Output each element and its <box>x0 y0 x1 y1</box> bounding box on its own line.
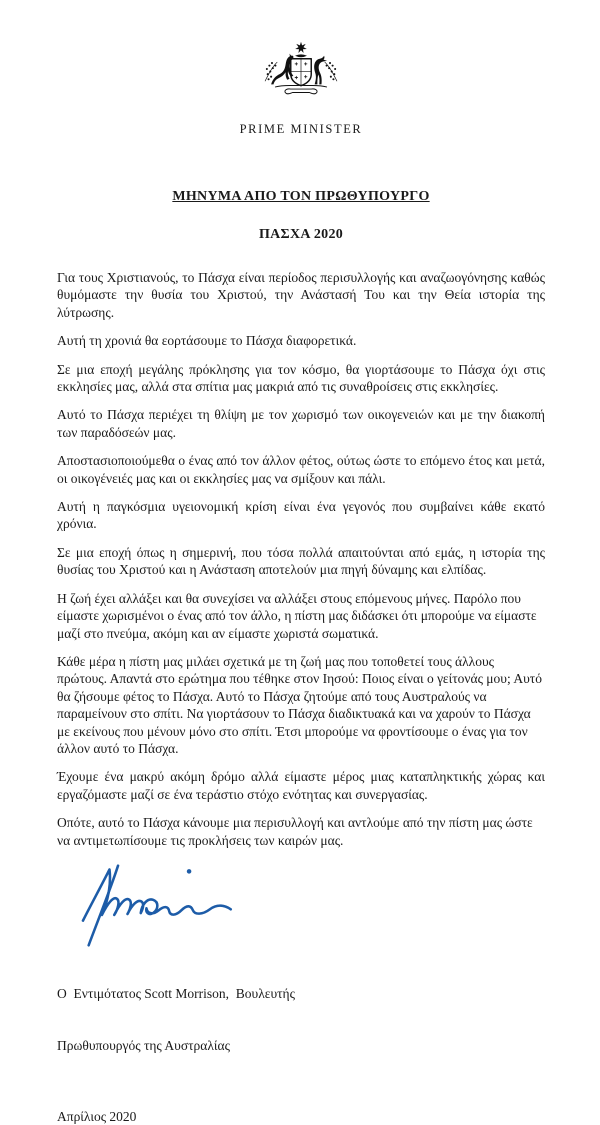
australian-coat-of-arms-icon <box>257 40 345 110</box>
letter-paragraph: Για τους Χριστιανούς, το Πάσχα είναι περίοδος περισυλλογής και αναζωογόνησης καθώς θυμόμαστε την θυσία του Χριστού, την Ανάστασή Του και την Θεία ιστορία της λύτρωσης. <box>57 270 545 320</box>
emu <box>314 56 327 85</box>
letter-heading <box>57 189 545 243</box>
signature-stroke-cross <box>89 866 118 946</box>
crest-wreath <box>295 54 307 57</box>
signoff <box>57 950 545 1089</box>
letter-paragraph: Αυτή η παγκόσμια υγειονομική κρίση είναι ένα γεγονός που συμβαίνει κάθε εκατό χρόνια. <box>57 499 545 532</box>
signer-name-line: Ο Εντιμότατος Scott Morrison, Βουλευτής <box>57 985 295 1001</box>
signature-stroke-main <box>83 869 231 920</box>
letter-paragraph: Αυτό το Πάσχα περιέχει τη θλίψη με τον χωρισμό των οικογενειών και με την διακοπή των παραδόσεών μας. <box>57 407 545 440</box>
signer-title-line: Πρωθυπουργός της Αυστραλίας <box>57 1038 230 1053</box>
org-title: PRIME MINISTER <box>239 122 363 136</box>
letter-paragraph: Σε μια εποχή μεγάλης πρόκλησης για τον κόσμο, θα γιορτάσουμε το Πάσχα όχι στις εκκλησίες μας, αλλά στα σπίτια μας μακριά από τις συναθροίσεις στις εκκλησίες. <box>57 361 545 395</box>
letter-subtitle: ΠΑΣΧΑ 2020 <box>258 227 344 242</box>
letter-paragraph: Οπότε, αυτό το Πάσχα κάνουμε μια περισυλλογή και αντλούμε από την πίστη μας ώστε να αντιμετωπίσουμε τις προκλήσεις των καιρών μας. <box>57 815 533 848</box>
scott-morrison-signature <box>71 860 256 950</box>
letter-paragraph: Κάθε μέρα η πίστη μας μιλάει σχετικά με τη ζωή μας που τοποθετεί τους άλλους πρώτους. Απαντά στο ερώτημα που τέθηκε στον Ιησού: Ποιος είναι ο γείτονάς μου; Αυτό θα ζήσουμε φέτος το Πάσχα. Αυτό το Πάσχα ζητούμε από τους Αυστραλούς να παραμείνουν στο σπίτι. Να γιορτάσουν το Πάσχα διαδικτυακά και να χαρούν το Πάσχα με εκείνους που μένουν μόνο στο σπίτι. Έτσι μπορούμε να φροντίσουμε ο ένας για τον άλλον αυτό το Πάσχα. <box>57 653 542 756</box>
wattle-right <box>325 62 337 81</box>
commonwealth-star <box>295 42 307 53</box>
letter-paragraph: Αποστασιοποιούμεθα ο ένας από τον άλλον φέτος, ούτως ώστε το επόμενο έτος και μετά, οι οικογένειές μας και οι εκκλησίες μας να σμίξουν και πάλι. <box>57 453 545 486</box>
letter-title: ΜΗΝΥΜΑ ΑΠΟ ΤΟΝ ΠΡΩΘΥΠΟΥΡΓΟ <box>172 189 430 204</box>
letterhead <box>57 40 545 137</box>
letter-paragraph: Αυτή τη χρονιά θα εορτάσουμε το Πάσχα διαφορετικά. <box>57 333 357 349</box>
letter-paragraph: Σε μια εποχή όπως η σημερινή, που τόσα πολλά απαιτούνται από εμάς, η ιστορία της θυσίας του Χριστού και η Ανάσταση αποτελούν μια πηγή δύναμης και ελπίδας. <box>57 544 545 578</box>
crest-scroll <box>285 89 317 94</box>
date-line: Απρίλιος 2020 <box>57 1109 137 1125</box>
letter-body <box>57 269 545 849</box>
letter-paragraph: Η ζωή έχει αλλάξει και θα συνεχίσει να αλλάξει στους επόμενους μήνες. Παρόλο που είμαστε χωρισμένοι ο ένας από τον άλλο, η πίστη μας διδάσκει ότι μπορούμε να είμαστε μαζί στο πνεύμα, ακόμη και αν είμαστε χωριστά σωματικά. <box>57 590 537 641</box>
signature-dot <box>187 869 192 874</box>
signature-block <box>71 860 545 950</box>
letter-paragraph: Έχουμε ένα μακρύ ακόμη δρόμο αλλά είμαστε μέρος μιας καταπληκτικής χώρας και εργαζόμαστε μαζί σε ένα τεράστιο στόχο ενότητας και συνεργασίας. <box>57 769 545 802</box>
